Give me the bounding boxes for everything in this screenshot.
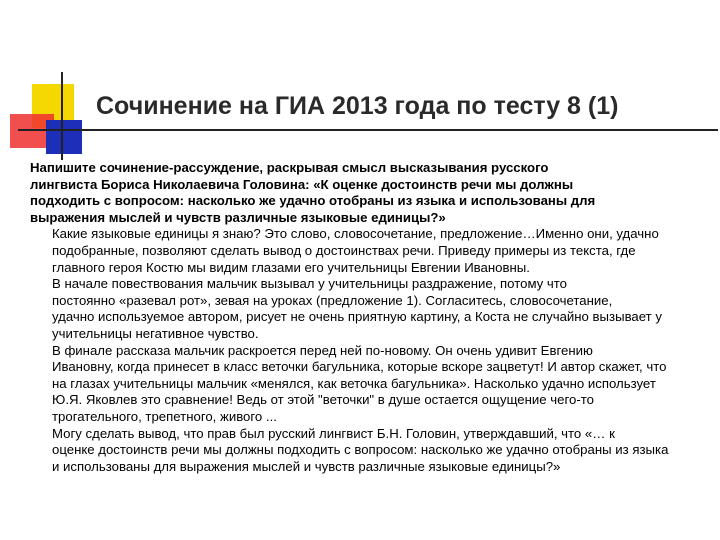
text-line: В начале повествования мальчик вызывал у учительницы раздражение, потому что: [52, 276, 568, 292]
text-line: подобранные, позволяют сделать вывод о достоинствах речи. Приведу примеры из текста, где: [52, 242, 636, 258]
text-line: Напишите сочинение-рассуждение, раскрывая смысл высказывания русского: [30, 160, 549, 175]
text-line: оценке достоинств речи мы должны подходить с вопросом: насколько же удачно отобраны из языка: [52, 442, 669, 458]
text-line: лингвиста Бориса Николаевича Головина: «К оценке достоинств речи мы должны: [30, 176, 574, 192]
slide-body: [30, 160, 706, 475]
text-line: подходить с вопросом: насколько же удачно отобраны из языка и использованы для: [30, 193, 596, 209]
essay-paragraph: [30, 226, 706, 276]
text-line: Ю.Я. Яковлев это сравнение! Ведь от этой "веточки" в душе остается ощущение чего-то: [52, 392, 594, 408]
text-line: и использованы для выражения мыслей и чувств различные языковые единицы?»: [52, 458, 561, 474]
text-line: Могу сделать вывод, что прав был русский лингвист Б.Н. Головин, утверждавший, что «… к: [52, 425, 615, 441]
decor-blue-square: [46, 120, 82, 154]
decor-horizontal-line: [18, 129, 718, 131]
assignment-text: [30, 160, 706, 226]
text-line: В финале рассказа мальчик раскроется перед ней по-новому. Он очень удивит Евгению: [52, 342, 593, 358]
essay-paragraph: [30, 276, 706, 342]
text-line: главного героя Костю мы видим глазами его учительницы Евгении Ивановны.: [52, 259, 530, 275]
text-line: выражения мыслей и чувств различные языковые единицы?»: [30, 209, 446, 225]
essay-paragraph: [30, 426, 706, 476]
text-line: учительницы негативное чувство.: [52, 325, 259, 341]
text-line: удачно используемое автором, рисует не очень приятную картину, а Коста не случайно вызывает у: [52, 309, 662, 325]
text-line: Какие языковые единицы я знаю? Это слово, словосочетание, предложение…Именно они, удачно: [52, 226, 659, 242]
text-line: Ивановну, когда принесет в класс веточки багульника, которые вскоре зацветут! И автор скажет, что: [52, 359, 667, 375]
slide-title: Сочинение на ГИА 2013 года по тесту 8 (1): [96, 92, 619, 120]
text-line: трогательного, трепетного, живого ...: [52, 408, 277, 424]
text-line: на глазах учительницы мальчик «менялся, как веточка багульника». Насколько удачно использует: [52, 375, 656, 391]
text-line: постоянно «разевал рот», зевая на уроках (предложение 1). Согласитесь, словосочетание,: [52, 292, 613, 308]
essay-paragraph: [30, 343, 706, 426]
decor-vertical-line: [61, 72, 63, 160]
